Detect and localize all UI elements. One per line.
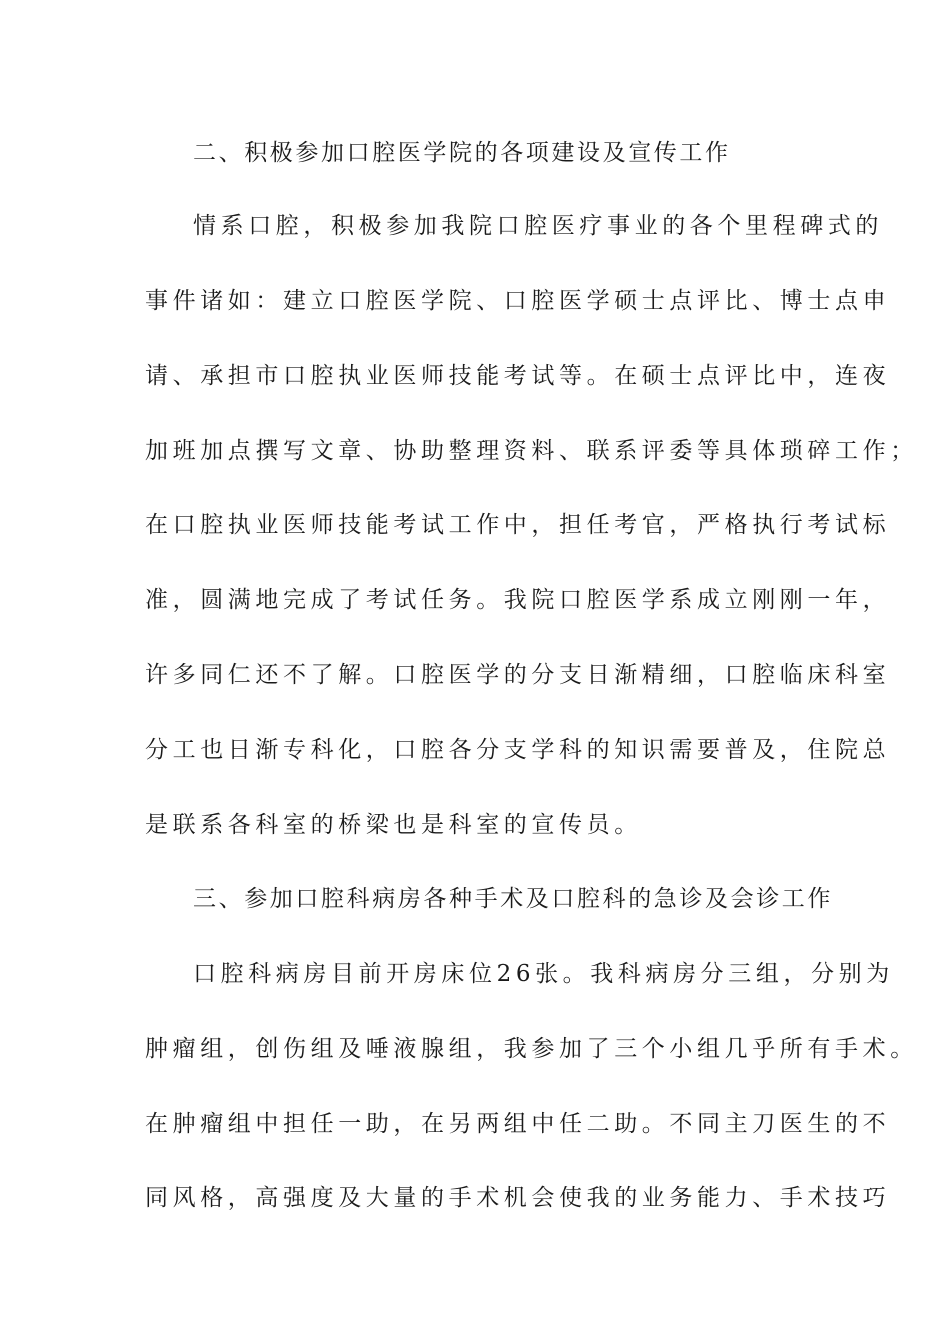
paragraph-line: 事件诸如：建立口腔医学院、口腔医学硕士点评比、博士点申: [145, 288, 891, 314]
paragraph-line: 在肿瘤组中担任一助，在另两组中任二助。不同主刀医生的不: [145, 1111, 891, 1137]
paragraph-line: 在口腔执业医师技能考试工作中，担任考官，严格执行考试标: [145, 512, 891, 538]
paragraph-line: 肿瘤组，创伤组及唾液腺组，我参加了三个小组几乎所有手术。: [145, 1036, 918, 1062]
paragraph-line: 分工也日渐专科化，口腔各分支学科的知识需要普及，住院总: [145, 737, 891, 763]
paragraph-line: 加班加点撰写文章、协助整理资料、联系评委等具体琐碎工作；: [145, 438, 918, 464]
section-heading-2: 二、积极参加口腔医学院的各项建设及宣传工作: [193, 140, 731, 166]
paragraph-line: 许多同仁还不了解。口腔医学的分支日渐精细，口腔临床科室: [145, 662, 891, 688]
paragraph-line: 口腔科病房目前开房床位26张。我科病房分三组，分别为: [193, 961, 894, 987]
paragraph-line: 情系口腔，积极参加我院口腔医疗事业的各个里程碑式的: [193, 213, 883, 239]
paragraph-line: 是联系各科室的桥梁也是科室的宣传员。: [145, 812, 642, 838]
paragraph-line: 请、承担市口腔执业医师技能考试等。在硕士点评比中，连夜: [145, 363, 891, 389]
section-heading-3: 三、参加口腔科病房各种手术及口腔科的急诊及会诊工作: [193, 886, 833, 912]
paragraph-line: 同风格，高强度及大量的手术机会使我的业务能力、手术技巧: [145, 1185, 891, 1211]
paragraph-line: 准，圆满地完成了考试任务。我院口腔医学系成立刚刚一年，: [145, 587, 891, 613]
